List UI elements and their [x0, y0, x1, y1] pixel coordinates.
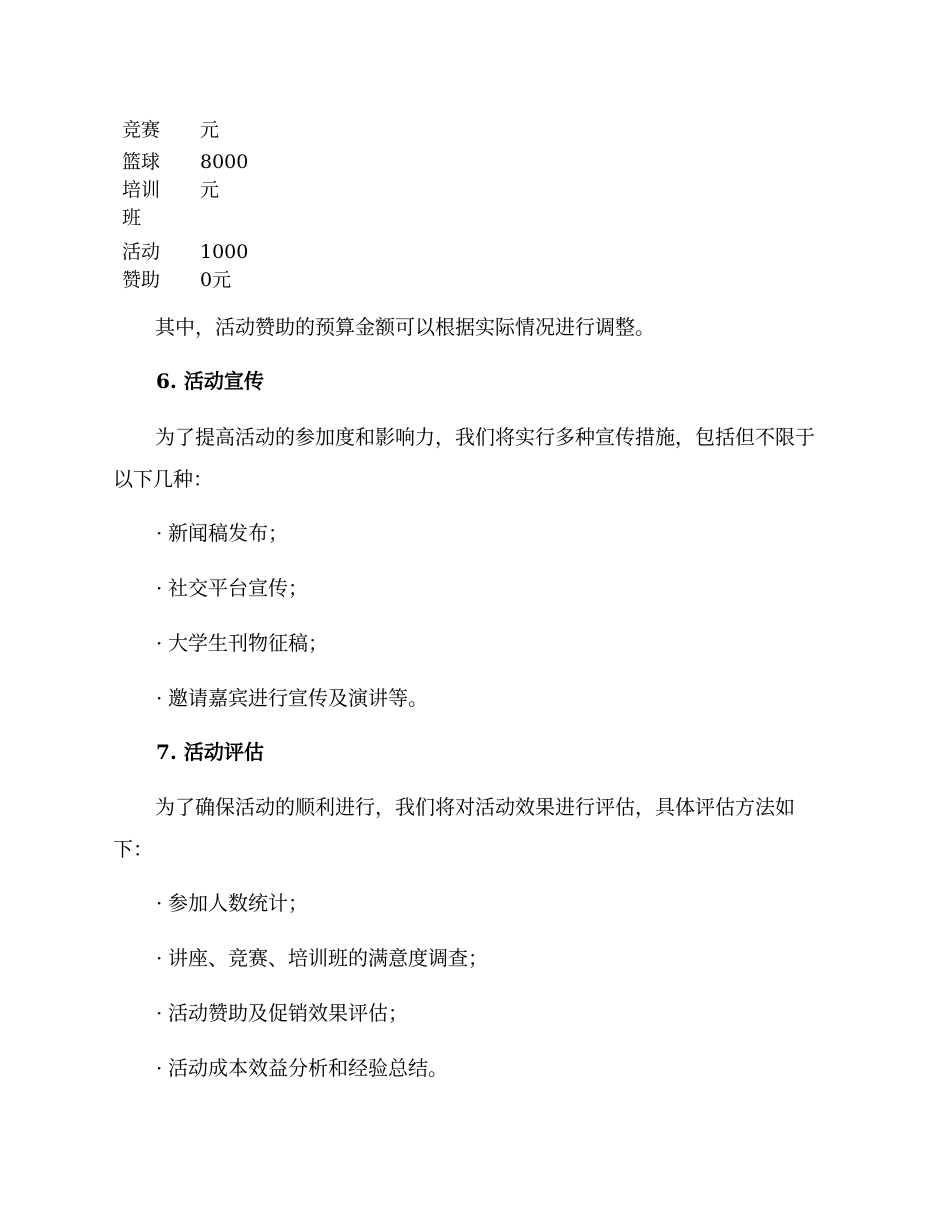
- bullet-dot: ·: [156, 521, 163, 545]
- list-item-text: 邀请嘉宾进行宣传及演讲等。: [168, 686, 428, 710]
- list-item: [156, 889, 308, 917]
- budget-table: [122, 116, 260, 300]
- bullet-dot: ·: [156, 1001, 163, 1025]
- section-intro: 为了提高活动的参加度和影响力，我们将实行多种宣传措施，包括但不限于以下几种：: [113, 425, 815, 491]
- budget-item: 活动赞助: [122, 241, 161, 291]
- list-item-text: 社交平台宣传；: [168, 576, 308, 600]
- bullet-dot: ·: [156, 631, 163, 655]
- list-item-text: 大学生刊物征稿；: [168, 631, 328, 655]
- section7-intro-block: [113, 786, 833, 870]
- list-item-text: 新闻稿发布；: [168, 521, 288, 545]
- list-item-text: 参加人数统计；: [168, 891, 308, 915]
- list-item-text: 活动成本效益分析和经验总结。: [168, 1056, 448, 1080]
- budget-row: [122, 238, 260, 294]
- bullet-dot: ·: [156, 686, 163, 710]
- section-heading: 6. 活动宣传: [156, 369, 264, 393]
- budget-amount: 8000元: [200, 151, 249, 201]
- list-item: [156, 684, 428, 712]
- list-item: [156, 999, 408, 1027]
- budget-row: [122, 148, 260, 232]
- section-heading: 7. 活动评估: [156, 740, 264, 764]
- bullet-dot: ·: [156, 576, 163, 600]
- bullet-dot: ·: [156, 1056, 163, 1080]
- budget-item: 竞赛: [122, 119, 161, 141]
- budget-row: [122, 116, 260, 144]
- section6-intro-block: [113, 416, 833, 500]
- bullet-dot: ·: [156, 891, 163, 915]
- budget-note: 其中，活动赞助的预算金额可以根据实际情况进行调整。: [155, 315, 655, 339]
- section-intro: 为了确保活动的顺利进行，我们将对活动效果进行评估，具体评估方法如下：: [113, 795, 795, 861]
- budget-amount: 元: [200, 119, 220, 141]
- list-item-text: 活动赞助及促销效果评估；: [168, 1001, 408, 1025]
- budget-amount: 10000元: [200, 241, 249, 291]
- list-item: [156, 629, 328, 657]
- list-item: [156, 944, 488, 972]
- bullet-dot: ·: [156, 946, 163, 970]
- list-item: [156, 519, 288, 547]
- list-item-text: 讲座、竞赛、培训班的满意度调查；: [168, 946, 488, 970]
- budget-item: 篮球培训班: [122, 151, 161, 229]
- budget-note-block: [113, 306, 833, 348]
- list-item: [156, 1054, 448, 1082]
- list-item: [156, 574, 308, 602]
